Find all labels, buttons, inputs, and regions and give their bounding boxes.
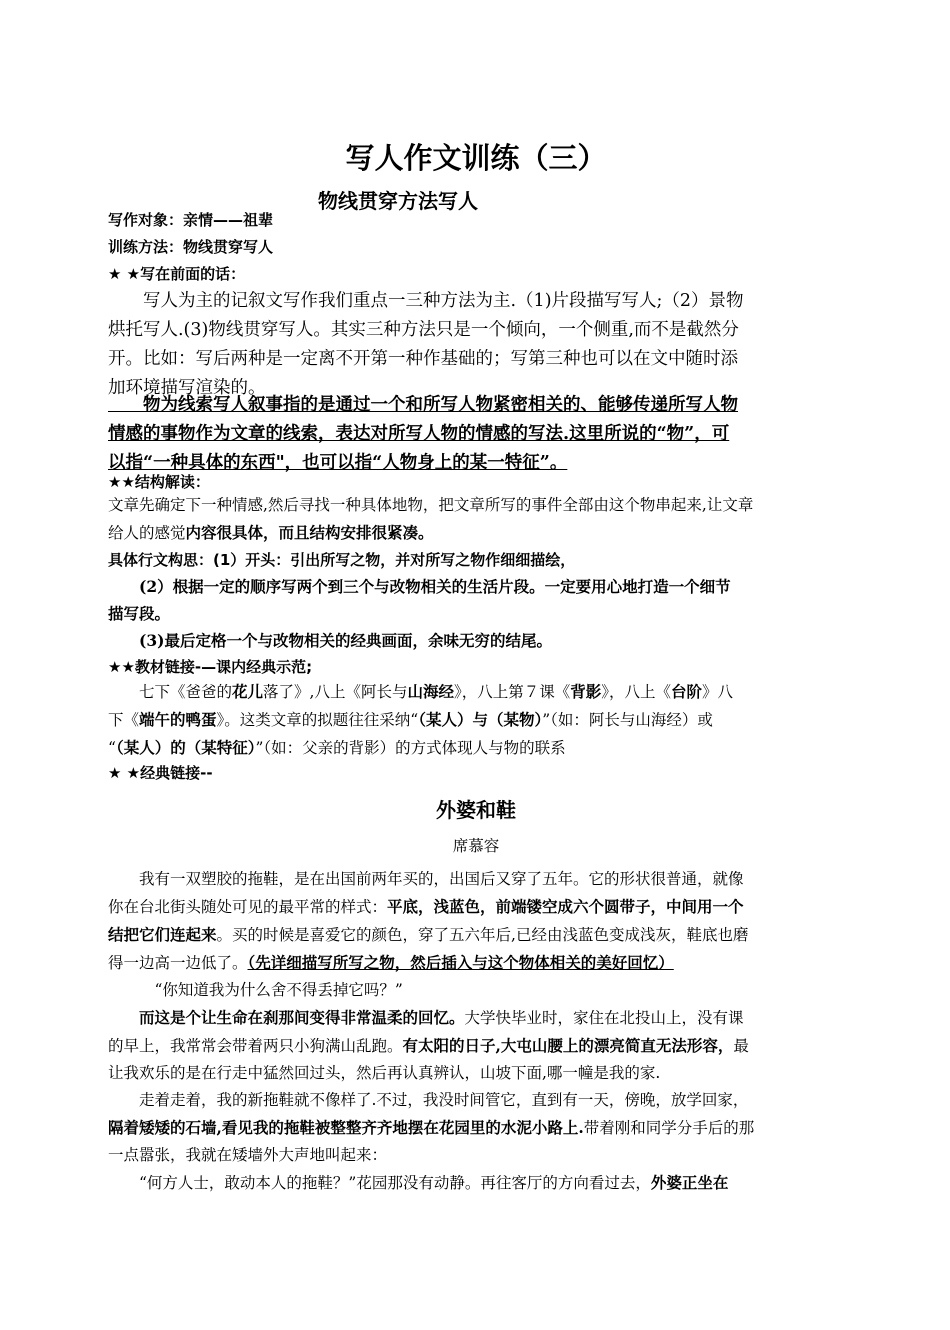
text-line xyxy=(108,519,844,547)
text-run-bold: 结把它们连起来 xyxy=(108,925,217,944)
text-line: (2）根据一定的顺序写两个到三个与改物相关的生活片段。一定要用心地打造一个细节 xyxy=(108,577,731,596)
textbook-heading: ★★教材链接-—课内经典示范; xyxy=(108,658,313,676)
text-line xyxy=(108,866,844,893)
text-line xyxy=(108,1004,844,1032)
text-run-bold: （某人）与（某物） xyxy=(418,710,543,729)
structure-paragraph xyxy=(108,492,844,547)
text-line xyxy=(108,949,844,977)
text-run-bold: 隔着矮矮的石墙,看见我的拖鞋被整整齐齐地摆在花园里的水泥小路上. xyxy=(108,1118,584,1137)
text-run: 我有一双塑胶的拖鞋，是在出国前两年买的，出国后又穿了五年。它的形状很普通，就像 xyxy=(108,870,744,888)
text-line xyxy=(108,893,844,921)
text-run-bold: 台阶 xyxy=(671,682,703,701)
text-line xyxy=(108,734,844,762)
text-line xyxy=(108,1032,844,1060)
preface-paragraph-1 xyxy=(108,287,844,403)
text-run: 走着走着，我的新拖鞋就不像样了.不过，我没时间管它，直到有一天，傍晚，放学回家， xyxy=(108,1091,749,1109)
text-run xyxy=(108,1009,139,1027)
text-run-bold: （某人）的（某特征） xyxy=(115,738,256,757)
text-run: 带着刚和同学分手后的那 xyxy=(583,1119,755,1137)
text-run: 给人的感觉 xyxy=(108,524,186,542)
text-run: 》八 xyxy=(702,683,734,701)
text-run: 的早上，我常常会带着两只小狗满山乱跑。 xyxy=(108,1037,403,1055)
text-run: 得一边高一边低了。 xyxy=(108,954,248,972)
plan-step-1: 具体行文构思：(1）开头：引出所写之物，并对所写之物作细细描绘， xyxy=(108,551,576,569)
text-line: 物为线索写人叙事指的是通过一个和所写人物紧密相关的、能够传递所写人物 xyxy=(108,395,738,415)
text-run: 落了》,八上《阿长与 xyxy=(263,683,408,701)
text-line: “你知道我为什么舍不得丢掉它吗？” xyxy=(108,981,403,999)
text-run: 》。这类文章的拟题往往采纳“ xyxy=(216,711,419,729)
text-run-bold: 山海经 xyxy=(407,682,454,701)
plan-step-2 xyxy=(108,573,844,627)
text-line xyxy=(108,1114,844,1142)
text-run-bold: 外婆正坐在 xyxy=(650,1173,729,1192)
text-run-bold: 而这是个让生命在刹那间变得非常温柔的回忆。 xyxy=(139,1008,465,1027)
text-line xyxy=(108,1142,844,1169)
text-line xyxy=(108,678,844,706)
text-line xyxy=(108,706,844,734)
meta-method: 训练方法：物线贯穿写人 xyxy=(108,238,274,256)
text-line: 文章先确定下一种情感,然后寻找一种具体地物，把文章所写的事件全部由这个物串起来,让文章 xyxy=(108,496,754,514)
text-line xyxy=(108,921,844,949)
text-line: 写人为主的记叙文写作我们重点一三种方法为主.（1)片段描写写人;（2）景物 xyxy=(108,291,744,311)
text-run: 。买的时候是喜爱它的颜色，穿了五六年后,已经由浅蓝色变成浅灰，鞋底也磨 xyxy=(216,926,749,944)
text-line xyxy=(108,1087,844,1114)
text-line: 描写段。 xyxy=(108,604,171,623)
classic-heading: ★ ★经典链接-- xyxy=(108,764,213,782)
text-line: 加环境描写渲染的。 xyxy=(108,378,266,398)
text-run-bold: 背影 xyxy=(570,682,602,701)
text-run: ”（如：父亲的背影）的方式体现人与物的联系 xyxy=(255,739,566,757)
text-run: ”（如：阿长与山海经）或 xyxy=(542,711,713,729)
text-run-bold: 花儿 xyxy=(232,682,264,701)
page-subtitle: 物线贯穿方法写人 xyxy=(318,189,478,213)
text-run: 最 xyxy=(733,1037,749,1055)
text-line: 情感的事物作为文章的线索，表达对所写人物的情感的写法.这里所说的“物”，可 xyxy=(108,424,730,444)
text-run: 大学快毕业时，家住在北投山上，没有课 xyxy=(464,1009,744,1027)
text-run: 你在台北街头随处可见的最平常的样式： xyxy=(108,898,388,916)
text-line: 烘托写人.(3)物线贯穿写人。其实三种方法只是一个倾向，一个侧重,而不是截然分 xyxy=(108,320,739,340)
plan-step-3: (3)最后定格一个与改物相关的经典画面，余味无穷的结尾。 xyxy=(108,631,552,650)
text-line: 以指“一种具体的东西"，也可以指“人物身上的某一特征”。 xyxy=(108,453,568,473)
article-title: 外婆和鞋 xyxy=(436,798,516,822)
article-paragraph-1 xyxy=(108,866,844,1197)
preface-paragraph-2 xyxy=(108,391,844,478)
text-run-bold: 端午的鸭蛋 xyxy=(139,710,217,729)
structure-heading: ★★结构解读： xyxy=(108,473,210,491)
text-run: 七下《爸爸的 xyxy=(108,683,233,701)
page-title: 写人作文训练（三） xyxy=(345,141,607,175)
text-run: 让我欢乐的是在行走中猛然回过头，然后再认真辨认，山坡下面,哪一幢是我的家. xyxy=(108,1064,661,1082)
text-run: 》，八上《 xyxy=(601,683,672,701)
text-line: 开。比如：写后两种是一定离不开第一种作基础的；写第三种也可以在文中随时添 xyxy=(108,349,738,369)
text-run-bold: 有太阳的日子,大屯山腰上的漂亮简直无法形容， xyxy=(402,1036,734,1055)
text-line xyxy=(108,1169,844,1197)
article-author: 席慕容 xyxy=(452,837,500,855)
text-run: 下《 xyxy=(108,711,140,729)
preface-heading: ★ ★写在前面的话： xyxy=(108,265,246,283)
text-run-bold: 平底，浅蓝色，前端镂空成六个圆带子，中间用一个 xyxy=(387,897,744,916)
text-run-bold: 内容很具体，而且结构安排很紧凑。 xyxy=(185,523,434,542)
text-run: 一点嚣张，我就在矮墙外大声地叫起来： xyxy=(108,1146,388,1164)
text-run: 》，八上第７课《 xyxy=(453,683,571,701)
text-run: “何方人士，敢动本人的拖鞋？”花园那没有动静。再往客厅的方向看过去， xyxy=(108,1174,651,1192)
text-line xyxy=(108,1060,844,1087)
textbook-paragraph xyxy=(108,678,844,762)
text-run-bold: （先详细描写所写之物，然后插入与这个物体相关的美好回忆） xyxy=(247,953,674,972)
text-run: “ xyxy=(108,739,116,757)
meta-object: 写作对象：亲情——祖辈 xyxy=(108,211,274,229)
